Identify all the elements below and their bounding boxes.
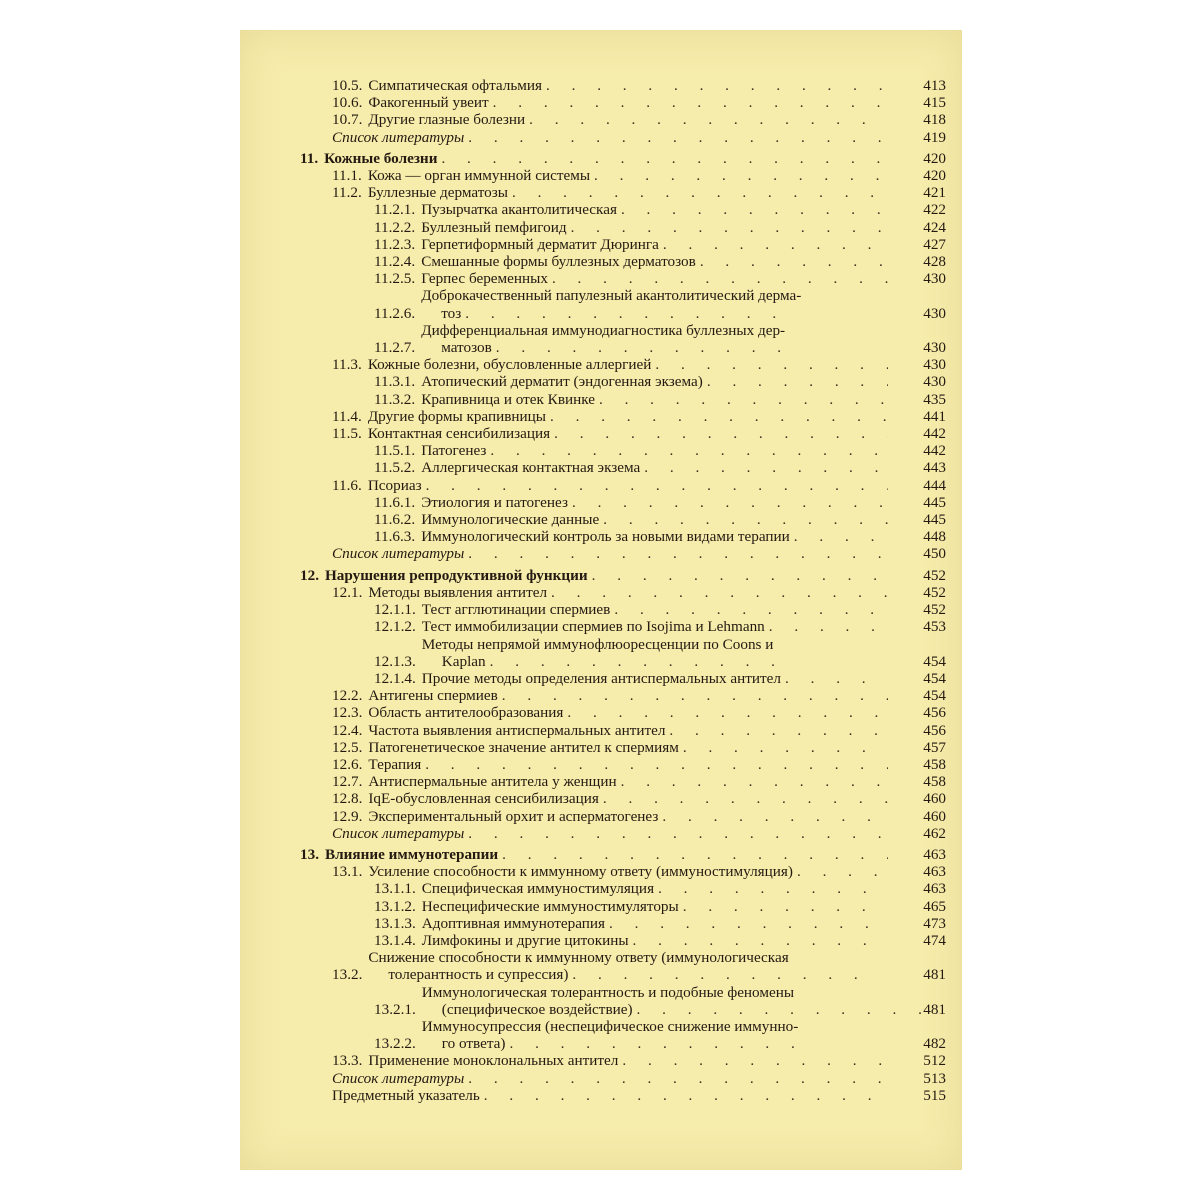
entry-title: Этиология и патогенез bbox=[421, 493, 568, 511]
page-number: 454 bbox=[923, 669, 946, 687]
entry-title-block bbox=[421, 322, 802, 356]
page-number: 419 bbox=[923, 128, 946, 146]
entry-title: Иммунологические данные bbox=[421, 511, 600, 529]
toc-bibliography bbox=[300, 545, 946, 562]
dot-leader bbox=[663, 236, 888, 253]
toc-entry bbox=[300, 111, 946, 128]
page-number: 463 bbox=[923, 845, 946, 863]
page-number: 427 bbox=[923, 235, 946, 253]
entry-number: 12.1.2. bbox=[374, 618, 416, 636]
dot-leader bbox=[425, 756, 888, 773]
toc-chapter bbox=[300, 150, 946, 167]
entry-title-block bbox=[421, 287, 801, 321]
page-number: 450 bbox=[923, 545, 946, 563]
entry-title: Список литературы bbox=[332, 128, 465, 146]
page-number: 458 bbox=[923, 773, 946, 791]
page-number: 430 bbox=[923, 339, 946, 357]
toc-chapter bbox=[300, 567, 946, 584]
dot-leader bbox=[572, 494, 888, 511]
entry-number: 11.5.1. bbox=[374, 442, 416, 460]
dot-leader bbox=[554, 425, 888, 442]
entry-continuation-row bbox=[422, 1035, 816, 1052]
toc-entry bbox=[300, 739, 946, 756]
page-number: 442 bbox=[923, 442, 946, 460]
page-number: 441 bbox=[923, 407, 946, 425]
entry-title: Антиспермальные антитела у женщин bbox=[368, 773, 617, 791]
entry-number: 13. bbox=[300, 845, 319, 863]
entry-number: 12.2. bbox=[332, 687, 363, 705]
toc-entry bbox=[300, 494, 946, 511]
dot-leader bbox=[633, 932, 888, 949]
entry-title-block bbox=[422, 984, 943, 1018]
toc-entry bbox=[300, 863, 946, 880]
entry-number: 11.2.4. bbox=[374, 253, 416, 271]
toc-entry bbox=[300, 984, 946, 1018]
dot-leader bbox=[785, 670, 888, 687]
entry-number: 11.3. bbox=[332, 356, 362, 374]
toc-bibliography bbox=[300, 1070, 946, 1087]
entry-number: 13.1.4. bbox=[374, 931, 416, 949]
toc-chapter bbox=[300, 846, 946, 863]
entry-number: 11.6. bbox=[332, 476, 362, 494]
dot-leader bbox=[546, 77, 888, 94]
toc-entry bbox=[300, 687, 946, 704]
entry-number: 12. bbox=[300, 566, 319, 584]
entry-title: Список литературы bbox=[332, 824, 465, 842]
dot-leader bbox=[509, 1035, 809, 1052]
entry-title: Патогенетическое значение антител к спермиям bbox=[368, 738, 679, 756]
page-number: 481 bbox=[923, 1000, 946, 1018]
dot-leader bbox=[571, 219, 888, 236]
entry-title: Список литературы bbox=[332, 545, 465, 563]
page-number: 420 bbox=[923, 167, 946, 185]
dot-leader bbox=[567, 704, 888, 721]
entry-number: 11.6.2. bbox=[374, 511, 416, 529]
page-number: 512 bbox=[923, 1052, 946, 1070]
toc-entry bbox=[300, 722, 946, 739]
entry-title: Нарушения репродуктивной функции bbox=[324, 566, 588, 584]
entry-number: 13.1.3. bbox=[374, 914, 416, 932]
entry-number: 11.2.2. bbox=[374, 218, 416, 236]
toc-entry bbox=[300, 528, 946, 545]
entry-number: 13.2.1. bbox=[374, 1000, 416, 1018]
entry-number: 13.1.1. bbox=[374, 880, 416, 898]
page-number: 430 bbox=[923, 304, 946, 322]
entry-title: Кожные болезни bbox=[324, 149, 438, 167]
entry-number: 13.3. bbox=[332, 1052, 363, 1070]
dot-leader bbox=[669, 722, 888, 739]
dot-leader bbox=[496, 339, 796, 356]
toc-entry bbox=[300, 373, 946, 390]
entry-number: 13.1. bbox=[332, 863, 363, 881]
entry-number: 10.6. bbox=[332, 94, 363, 112]
entry-title: Факогенный увеит bbox=[368, 94, 489, 112]
entry-title: Усиление способности к иммунному ответу (иммуностимуляция) bbox=[368, 863, 793, 881]
entry-number: 11.4. bbox=[332, 407, 362, 425]
entry-continuation-row bbox=[421, 305, 801, 322]
entry-number: 11. bbox=[300, 149, 319, 167]
dot-leader bbox=[622, 1052, 888, 1069]
page-number: 443 bbox=[923, 459, 946, 477]
entry-title: Кожа — орган иммунной системы bbox=[367, 167, 591, 185]
page-number: 474 bbox=[923, 931, 946, 949]
page-number: 463 bbox=[923, 880, 946, 898]
entry-title: Экспериментальный орхит и асперматогенез bbox=[368, 807, 659, 825]
entry-number: 12.8. bbox=[332, 790, 363, 808]
page-number: 421 bbox=[923, 184, 946, 202]
page-number: 452 bbox=[923, 583, 946, 601]
dot-leader bbox=[603, 790, 888, 807]
page-number: 430 bbox=[923, 373, 946, 391]
page-number: 422 bbox=[923, 201, 946, 219]
table-of-contents bbox=[300, 77, 946, 1104]
page-number: 452 bbox=[923, 601, 946, 619]
toc-entry bbox=[300, 322, 946, 356]
dot-leader bbox=[490, 653, 790, 670]
toc-bibliography bbox=[300, 825, 946, 842]
dot-leader bbox=[493, 94, 888, 111]
page-number: 482 bbox=[923, 1035, 946, 1053]
entry-title: Иммунологическая толерантность и подобные феномены bbox=[421, 983, 795, 1001]
page-number: 420 bbox=[923, 149, 946, 167]
entry-number: 12.3. bbox=[332, 704, 363, 722]
dot-leader bbox=[662, 808, 888, 825]
entry-title: Другие глазные болезни bbox=[368, 111, 526, 129]
toc-entry bbox=[300, 704, 946, 721]
entry-title: Предметный указатель bbox=[332, 1086, 480, 1104]
dot-leader bbox=[621, 201, 888, 218]
dot-leader bbox=[484, 1087, 888, 1104]
entry-number: 12.1.4. bbox=[374, 669, 416, 687]
toc-entry bbox=[300, 425, 946, 442]
entry-title: Иммуносупрессия (неспецифическое снижение иммунно- bbox=[421, 1017, 799, 1035]
entry-title: Влияние иммунотерапии bbox=[324, 845, 499, 863]
dot-leader bbox=[797, 863, 888, 880]
entry-number: 11.2.7. bbox=[374, 339, 416, 357]
entry-number: 11.3.1. bbox=[374, 373, 416, 391]
dot-leader bbox=[572, 966, 872, 983]
entry-number: 12.1.1. bbox=[374, 601, 416, 619]
entry-title-continuation: тоз bbox=[441, 304, 462, 322]
entry-title: Псориаз bbox=[367, 476, 422, 494]
entry-number: 12.4. bbox=[332, 721, 363, 739]
entry-title: Крапивница и отек Квинке bbox=[421, 390, 595, 408]
entry-title: Пузырчатка акантолитическая bbox=[421, 201, 617, 219]
dot-leader bbox=[594, 167, 888, 184]
page-number: 460 bbox=[923, 790, 946, 808]
entry-title: Частота выявления антиспермальных антител bbox=[368, 721, 666, 739]
dot-leader bbox=[592, 567, 888, 584]
entry-number: 13.2. bbox=[332, 966, 363, 984]
toc-entry bbox=[300, 808, 946, 825]
entry-number: 10.5. bbox=[332, 77, 363, 94]
entry-title: Буллезный пемфигоид bbox=[421, 218, 567, 236]
entry-title: Патогенез bbox=[421, 442, 487, 460]
page-number: 462 bbox=[923, 824, 946, 842]
entry-number: 11.5. bbox=[332, 425, 362, 443]
page-number: 424 bbox=[923, 218, 946, 236]
entry-number: 12.1.3. bbox=[374, 652, 416, 670]
entry-title: Тест агглютинации спермиев bbox=[421, 601, 611, 619]
toc-entry bbox=[300, 219, 946, 236]
toc-entry bbox=[300, 236, 946, 253]
entry-continuation-row bbox=[422, 653, 796, 670]
dot-leader bbox=[683, 898, 888, 915]
dot-leader bbox=[426, 477, 888, 494]
toc-entry bbox=[300, 790, 946, 807]
toc-entry bbox=[300, 477, 946, 494]
toc-entry bbox=[300, 601, 946, 618]
toc-entry bbox=[300, 1052, 946, 1069]
page-number: 445 bbox=[923, 511, 946, 529]
toc-entry bbox=[300, 184, 946, 201]
entry-number: 11.6.1. bbox=[374, 493, 416, 511]
entry-title-block bbox=[368, 949, 878, 983]
entry-title: Атопический дерматит (эндогенная экзема) bbox=[421, 373, 703, 391]
dot-leader bbox=[644, 459, 888, 476]
entry-title-continuation: го ответа) bbox=[441, 1035, 506, 1053]
page-number: 430 bbox=[923, 270, 946, 288]
page-number: 448 bbox=[923, 528, 946, 546]
dot-leader bbox=[599, 391, 888, 408]
entry-number: 11.2. bbox=[332, 184, 362, 202]
toc-entry bbox=[300, 1087, 946, 1104]
toc-entry bbox=[300, 270, 946, 287]
entry-title: Иммунологический контроль за новыми видами терапии bbox=[421, 528, 790, 546]
dot-leader bbox=[658, 880, 888, 897]
dot-leader bbox=[655, 356, 888, 373]
toc-entry bbox=[300, 356, 946, 373]
entry-number: 11.2.5. bbox=[374, 270, 416, 288]
entry-title: Терапия bbox=[368, 755, 422, 773]
toc-entry bbox=[300, 670, 946, 687]
dot-leader bbox=[529, 111, 888, 128]
entry-title: Снижение способности к иммунному ответу (иммунологическая bbox=[368, 949, 789, 967]
toc-entry bbox=[300, 773, 946, 790]
page-number: 473 bbox=[923, 914, 946, 932]
entry-number: 11.3.2. bbox=[374, 390, 416, 408]
dot-leader bbox=[468, 825, 888, 842]
entry-title: Прочие методы определения антиспермальных антител bbox=[421, 669, 781, 687]
page-number: 460 bbox=[923, 807, 946, 825]
toc-entry bbox=[300, 915, 946, 932]
entry-number: 12.5. bbox=[332, 738, 363, 756]
entry-title-continuation: толерантность и супрессия) bbox=[388, 966, 569, 984]
toc-bibliography bbox=[300, 129, 946, 146]
entry-title-continuation: (специфическое воздействие) bbox=[441, 1000, 633, 1018]
entry-number: 12.7. bbox=[332, 773, 363, 791]
toc-entry bbox=[300, 756, 946, 773]
toc-entry bbox=[300, 636, 946, 670]
toc-entry bbox=[300, 287, 946, 321]
toc-entry bbox=[300, 511, 946, 528]
entry-title: Область антителообразования bbox=[368, 704, 564, 722]
page-number: 465 bbox=[923, 897, 946, 915]
dot-leader bbox=[707, 373, 888, 390]
page-number: 454 bbox=[923, 652, 946, 670]
page-number: 463 bbox=[923, 863, 946, 881]
dot-leader bbox=[512, 184, 888, 201]
entry-title: Смешанные формы буллезных дерматозов bbox=[421, 253, 696, 271]
dot-leader bbox=[769, 618, 888, 635]
entry-number: 11.2.6. bbox=[374, 304, 416, 322]
toc-entry bbox=[300, 584, 946, 601]
dot-leader bbox=[550, 408, 888, 425]
page-number: 445 bbox=[923, 493, 946, 511]
dot-leader bbox=[637, 1001, 937, 1018]
entry-title: Специфическая иммуностимуляция bbox=[421, 880, 655, 898]
toc-entry bbox=[300, 880, 946, 897]
toc-entry bbox=[300, 201, 946, 218]
entry-number: 11.2.3. bbox=[374, 235, 416, 253]
dot-leader bbox=[609, 915, 888, 932]
page-number: 444 bbox=[923, 476, 946, 494]
page-number: 452 bbox=[923, 566, 946, 584]
entry-title: Симпатическая офтальмия bbox=[368, 77, 543, 94]
toc-entry bbox=[300, 391, 946, 408]
entry-title-continuation: матозов bbox=[441, 339, 492, 357]
entry-number: 11.2.1. bbox=[374, 201, 416, 219]
page-number: 430 bbox=[923, 356, 946, 374]
entry-number: 10.7. bbox=[332, 111, 363, 129]
page-number: 481 bbox=[923, 966, 946, 984]
page-number: 456 bbox=[923, 704, 946, 722]
page-number: 456 bbox=[923, 721, 946, 739]
entry-title: Аллергическая контактная экзема bbox=[421, 459, 641, 477]
dot-leader bbox=[490, 442, 888, 459]
entry-title: Контактная сенсибилизация bbox=[367, 425, 551, 443]
dot-leader bbox=[468, 1070, 888, 1087]
entry-title: Методы непрямой иммунофлюоресценции по Coons и bbox=[421, 635, 774, 653]
page-number: 458 bbox=[923, 755, 946, 773]
page-number: 428 bbox=[923, 253, 946, 271]
toc-entry bbox=[300, 94, 946, 111]
entry-title: Неспецифические иммуностимуляторы bbox=[421, 897, 679, 915]
entry-title: Кожные болезни, обусловленные аллергией bbox=[367, 356, 652, 374]
toc-entry bbox=[300, 932, 946, 949]
entry-title-block bbox=[422, 636, 796, 670]
entry-number: 12.6. bbox=[332, 755, 363, 773]
entry-title: Лимфокины и другие цитокины bbox=[421, 931, 629, 949]
entry-title: IqE-обусловленная сенсибилизация bbox=[368, 790, 599, 808]
dot-leader bbox=[465, 305, 795, 322]
dot-leader bbox=[683, 739, 888, 756]
entry-title: Тест иммобилизации спермиев по Isojima и Lehmann bbox=[421, 618, 765, 636]
entry-title: Применение моноклональных антител bbox=[368, 1052, 619, 1070]
page-number: 453 bbox=[923, 618, 946, 636]
dot-leader bbox=[700, 253, 888, 270]
page-number: 435 bbox=[923, 390, 946, 408]
page-number: 418 bbox=[923, 111, 946, 129]
dot-leader bbox=[621, 773, 888, 790]
entry-continuation-row bbox=[368, 966, 878, 983]
entry-title: Адоптивная иммунотерапия bbox=[421, 914, 605, 932]
toc-entry bbox=[300, 898, 946, 915]
entry-title: Другие формы крапивницы bbox=[367, 407, 546, 425]
page-number: 413 bbox=[923, 77, 946, 94]
dot-leader bbox=[441, 150, 888, 167]
dot-leader bbox=[794, 528, 888, 545]
page-number: 515 bbox=[923, 1086, 946, 1104]
entry-title: Дифференциальная иммунодиагностика буллезных дер- bbox=[421, 321, 786, 339]
entry-title: Антигены спермиев bbox=[368, 687, 498, 705]
page-number: 457 bbox=[923, 738, 946, 756]
entry-title: Буллезные дерматозы bbox=[367, 184, 508, 202]
page-number: 442 bbox=[923, 425, 946, 443]
entry-number: 12.1. bbox=[332, 583, 363, 601]
dot-leader bbox=[502, 687, 888, 704]
entry-number: 13.2.2. bbox=[374, 1035, 416, 1053]
dot-leader bbox=[468, 545, 888, 562]
entry-title: Методы выявления антител bbox=[368, 583, 548, 601]
dot-leader bbox=[552, 270, 888, 287]
entry-continuation-row bbox=[421, 339, 802, 356]
entry-title: Доброкачественный папулезный акантолитический дерма- bbox=[421, 287, 802, 305]
toc-entry bbox=[300, 459, 946, 476]
entry-continuation-row bbox=[422, 1001, 943, 1018]
entry-number: 12.9. bbox=[332, 807, 363, 825]
entry-title: Список литературы bbox=[332, 1069, 465, 1087]
toc-entry bbox=[300, 949, 946, 983]
toc-entry bbox=[300, 618, 946, 635]
page-number: 454 bbox=[923, 687, 946, 705]
toc-entry bbox=[300, 442, 946, 459]
entry-number: 11.1. bbox=[332, 167, 362, 185]
entry-number: 11.6.3. bbox=[374, 528, 416, 546]
dot-leader bbox=[614, 601, 888, 618]
toc-entry bbox=[300, 167, 946, 184]
toc-entry bbox=[300, 253, 946, 270]
entry-number: 11.5.2. bbox=[374, 459, 416, 477]
page-number: 415 bbox=[923, 94, 946, 112]
dot-leader bbox=[551, 584, 888, 601]
entry-title: Герпес беременных bbox=[421, 270, 548, 288]
toc-entry bbox=[300, 77, 946, 94]
entry-title-block bbox=[422, 1018, 816, 1052]
entry-title-continuation: Kaplan bbox=[441, 652, 486, 670]
dot-leader bbox=[502, 846, 888, 863]
entry-title: Герпетиформный дерматит Дюринга bbox=[421, 235, 659, 253]
dot-leader bbox=[468, 129, 888, 146]
toc-entry bbox=[300, 408, 946, 425]
dot-leader bbox=[603, 511, 888, 528]
page-number: 513 bbox=[923, 1069, 946, 1087]
entry-number: 13.1.2. bbox=[374, 897, 416, 915]
toc-entry bbox=[300, 1018, 946, 1052]
